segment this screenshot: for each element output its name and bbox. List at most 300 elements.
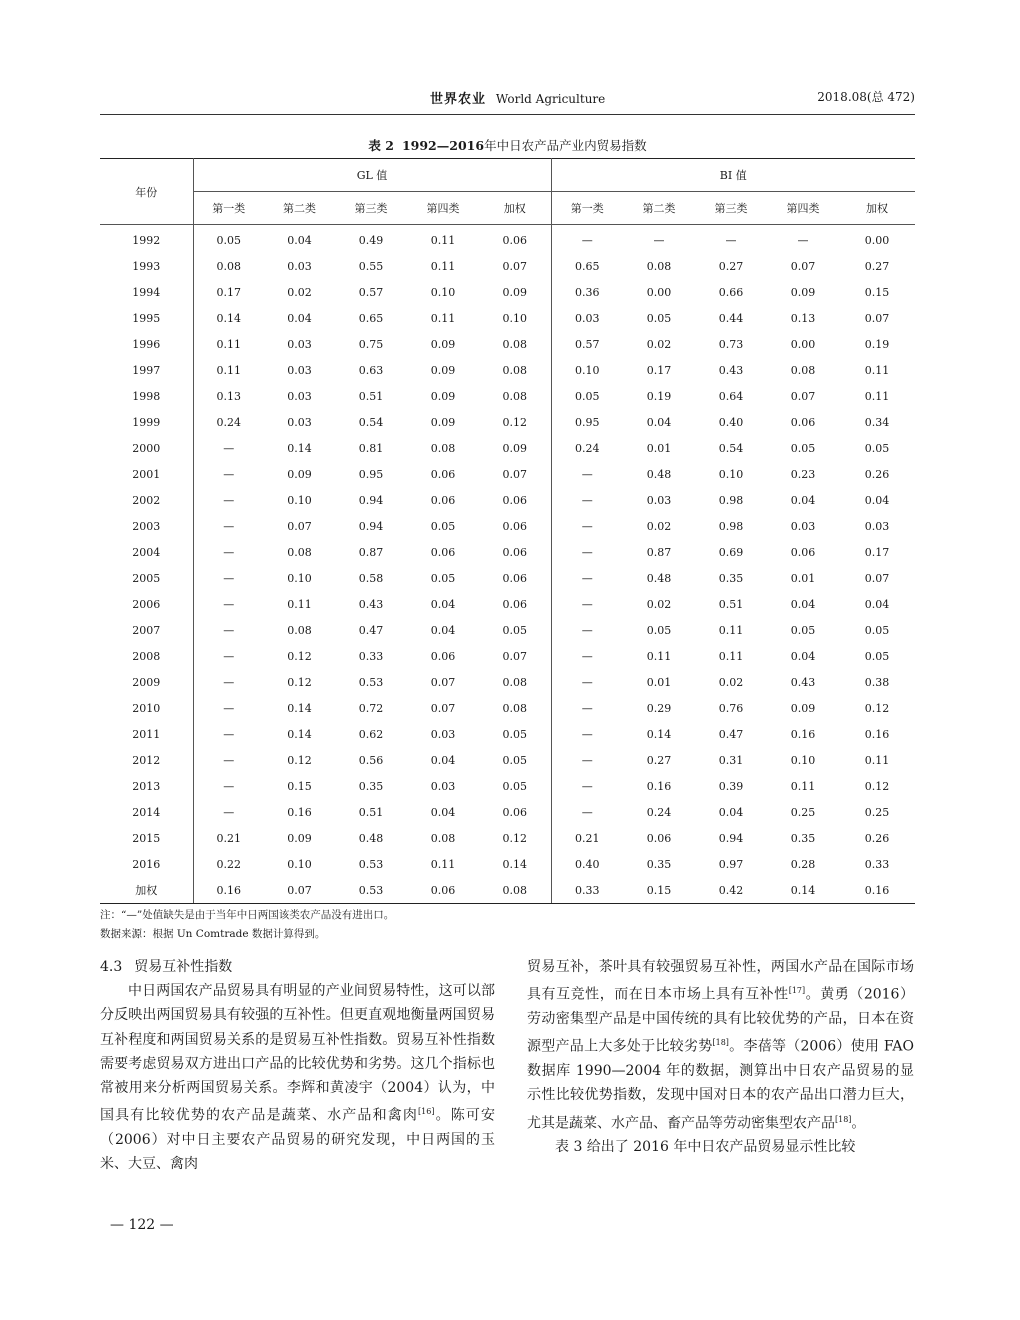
value-cell: 0.43: [790, 675, 816, 689]
value-cell: 0.04: [790, 649, 816, 663]
value-cell: 0.87: [646, 545, 672, 559]
table-row: [100, 669, 915, 695]
value-cell: 0.06: [430, 493, 456, 507]
citation: [18]: [835, 1114, 852, 1124]
value-cell: 0.16: [864, 727, 890, 741]
value-cell: 0.08: [479, 669, 551, 695]
value-cell: —: [223, 805, 235, 819]
value-cell: —: [223, 779, 235, 793]
value-cell: 0.65: [575, 259, 600, 273]
value-cell: 0.35: [646, 857, 672, 871]
value-cell: 0.09: [479, 435, 551, 461]
value-cell: 0.06: [430, 649, 456, 663]
value-cell: —: [581, 649, 593, 663]
year-cell: 1992: [100, 225, 193, 254]
year-cell: 1993: [100, 253, 193, 279]
value-cell: 0.94: [358, 519, 384, 533]
trade-index-table: [100, 158, 915, 904]
year-cell: 2010: [100, 695, 193, 721]
value-cell: 0.05: [479, 721, 551, 747]
value-cell: 0.16: [287, 805, 312, 819]
value-cell: 0.47: [358, 623, 384, 637]
paragraph-text: 贸易互补，茶叶具有较强贸易互补性，两国水产品在国际市场具有互竞性，而在日本市场上具有互补性: [527, 959, 914, 1003]
value-cell: —: [581, 597, 593, 611]
value-cell: 0.09: [287, 831, 312, 845]
value-cell: 0.33: [551, 877, 623, 904]
table-row: [100, 591, 915, 617]
value-cell: 0.08: [790, 363, 816, 377]
value-cell: —: [581, 805, 593, 819]
table-row: [100, 409, 915, 435]
value-cell: 0.04: [718, 805, 744, 819]
paragraph-text: 表 3 给出了 2016 年中日农产品贸易显示性比较: [555, 1139, 856, 1156]
sub-column-header: 第二类: [264, 192, 335, 225]
value-cell: —: [725, 233, 737, 247]
value-cell: 0.12: [287, 675, 312, 689]
value-cell: 0.05: [864, 649, 890, 663]
value-cell: 0.06: [479, 565, 551, 591]
table-row: [100, 513, 915, 539]
value-cell: —: [653, 233, 665, 247]
value-cell: 0.35: [718, 571, 744, 585]
value-cell: 0.05: [646, 623, 672, 637]
year-cell: 2000: [100, 435, 193, 461]
year-cell: 1995: [100, 305, 193, 331]
value-cell: 0.58: [358, 571, 384, 585]
value-cell: —: [223, 467, 235, 481]
value-cell: 0.04: [430, 597, 456, 611]
value-cell: 0.95: [358, 467, 384, 481]
value-cell: 0.02: [646, 519, 672, 533]
value-cell: —: [223, 675, 235, 689]
value-cell: 0.00: [864, 233, 890, 247]
value-cell: 0.12: [479, 825, 551, 851]
value-cell: —: [223, 441, 235, 455]
value-cell: —: [223, 571, 235, 585]
value-cell: 0.03: [864, 519, 890, 533]
value-cell: 0.05: [790, 441, 816, 455]
value-cell: 0.04: [430, 753, 456, 767]
value-cell: 0.28: [790, 857, 816, 871]
value-cell: 0.07: [864, 571, 890, 585]
value-cell: 0.04: [864, 597, 890, 611]
page-number: — 122 —: [110, 1217, 174, 1233]
value-cell: 0.63: [358, 363, 384, 377]
value-cell: —: [223, 701, 235, 715]
value-cell: 0.33: [864, 857, 890, 871]
value-cell: 0.04: [790, 493, 816, 507]
table-row: [100, 357, 915, 383]
value-cell: 0.16: [646, 779, 672, 793]
value-cell: 0.25: [790, 805, 816, 819]
citation: [18]: [712, 1038, 729, 1048]
value-cell: 0.36: [575, 285, 600, 299]
value-cell: 0.07: [287, 519, 312, 533]
year-cell: 1997: [100, 357, 193, 383]
table-row: [100, 487, 915, 513]
value-cell: 0.04: [287, 233, 312, 247]
value-cell: 0.10: [479, 305, 551, 331]
value-cell: 0.05: [430, 519, 456, 533]
value-cell: 0.06: [646, 831, 672, 845]
value-cell: —: [581, 779, 593, 793]
value-cell: 0.97: [718, 857, 744, 871]
value-cell: 0.11: [718, 623, 744, 637]
paragraph-text: 。陈可安（2006）对中日主要农产品贸易的研究发现，中日两国的玉米、大豆、禽肉: [100, 1107, 496, 1173]
year-cell: 2003: [100, 513, 193, 539]
value-cell: 0.35: [358, 779, 384, 793]
year-cell: 2009: [100, 669, 193, 695]
table-note: 注：“—”处值缺失是由于当年中日两国该类农产品没有进出口。: [100, 909, 395, 921]
value-cell: 0.48: [646, 467, 672, 481]
value-cell: 0.43: [358, 597, 384, 611]
value-cell: 0.06: [479, 487, 551, 513]
table-row: [100, 435, 915, 461]
value-cell: 0.17: [216, 285, 241, 299]
value-cell: 0.07: [790, 389, 816, 403]
value-cell: 0.08: [287, 545, 312, 559]
value-cell: 0.26: [864, 467, 890, 481]
value-cell: 0.09: [287, 467, 312, 481]
value-cell: 0.64: [718, 389, 744, 403]
value-cell: 0.03: [430, 727, 456, 741]
value-cell: 0.08: [479, 695, 551, 721]
value-cell: 0.12: [287, 753, 312, 767]
table-row: [100, 851, 915, 877]
year-cell: 2004: [100, 539, 193, 565]
value-cell: 0.94: [718, 831, 744, 845]
value-cell: 0.10: [430, 285, 456, 299]
value-cell: 0.09: [479, 279, 551, 305]
year-cell: 2014: [100, 799, 193, 825]
sub-column-header: 第一类: [551, 192, 623, 225]
sub-column-header: 加权: [839, 192, 915, 225]
value-cell: —: [223, 649, 235, 663]
value-cell: 0.11: [216, 337, 241, 351]
value-cell: —: [581, 727, 593, 741]
table-row: [100, 539, 915, 565]
table-row: [100, 617, 915, 643]
year-cell: 2015: [100, 825, 193, 851]
value-cell: 0.39: [718, 779, 744, 793]
value-cell: 0.07: [864, 311, 890, 325]
year-cell: 2001: [100, 461, 193, 487]
value-cell: 0.00: [790, 337, 816, 351]
value-cell: 0.12: [287, 649, 312, 663]
value-cell: 0.10: [287, 857, 312, 871]
table-title-text: 年中日农产品产业内贸易指数: [484, 138, 647, 153]
value-cell: 0.98: [718, 493, 744, 507]
year-cell: 1999: [100, 409, 193, 435]
table-notes: [100, 906, 394, 944]
section-title: 贸易互补性指数: [134, 959, 233, 975]
value-cell: 0.44: [718, 311, 744, 325]
sub-column-header: 第一类: [193, 192, 264, 225]
value-cell: 0.06: [430, 467, 456, 481]
value-cell: 0.13: [790, 311, 816, 325]
paragraph-text: 中日两国农产品贸易具有明显的产业间贸易特性，这可以部分反映出两国贸易具有较强的互补性。但更直观地衡量两国贸易互补程度和两国贸易关系的是贸易互补性指数。贸易互补性指数需要考虑贸易双方进出口产品的比较优势和劣势。这几个指标也常被用来分析两国贸易关系。李辉和黄凌宇（2004）认为，中国具有比较优势的农产品是蔬菜、水产品和禽肉: [100, 983, 495, 1124]
value-cell: 0.09: [430, 363, 456, 377]
year-cell: 2007: [100, 617, 193, 643]
value-cell: —: [223, 727, 235, 741]
value-cell: 0.22: [216, 857, 241, 871]
value-cell: 0.27: [718, 259, 744, 273]
value-cell: 0.11: [430, 233, 456, 247]
value-cell: 0.01: [790, 571, 816, 585]
value-cell: 0.05: [790, 623, 816, 637]
value-cell: 0.21: [575, 831, 600, 845]
table-row: [100, 331, 915, 357]
journal-brand: [430, 88, 605, 107]
value-cell: 0.25: [864, 805, 890, 819]
sub-column-header: 第四类: [767, 192, 839, 225]
value-cell: 0.08: [479, 877, 551, 904]
value-cell: 0.47: [718, 727, 744, 741]
value-cell: 0.73: [718, 337, 744, 351]
value-cell: 0.35: [790, 831, 816, 845]
table-row: [100, 825, 915, 851]
table-row: [100, 773, 915, 799]
value-cell: —: [223, 493, 235, 507]
value-cell: 0.14: [287, 701, 312, 715]
left-text-column: [100, 955, 495, 1176]
journal-name-en: World Agriculture: [495, 92, 606, 106]
value-cell: 0.57: [575, 337, 600, 351]
value-cell: 0.24: [216, 415, 241, 429]
value-cell: 0.11: [430, 857, 456, 871]
value-cell: 0.03: [287, 415, 312, 429]
value-cell: —: [581, 675, 593, 689]
value-cell: 0.24: [575, 441, 600, 455]
value-cell: 0.57: [358, 285, 384, 299]
value-cell: 0.76: [718, 701, 744, 715]
value-cell: —: [223, 597, 235, 611]
value-cell: 0.09: [430, 415, 456, 429]
value-cell: 0.19: [646, 389, 672, 403]
value-cell: 0.21: [216, 831, 241, 845]
value-cell: 0.03: [287, 337, 312, 351]
value-cell: 0.10: [718, 467, 744, 481]
value-cell: —: [581, 467, 593, 481]
value-cell: 0.06: [479, 513, 551, 539]
running-header: [100, 86, 915, 108]
table-row: [100, 225, 915, 254]
value-cell: 0.10: [287, 571, 312, 585]
table-row: [100, 643, 915, 669]
value-cell: 0.08: [287, 623, 312, 637]
value-cell: 0.26: [864, 831, 890, 845]
value-cell: 0.08: [479, 331, 551, 357]
value-cell: 0.10: [287, 493, 312, 507]
year-cell: 2008: [100, 643, 193, 669]
value-cell: 0.11: [646, 649, 672, 663]
year-cell: 2011: [100, 721, 193, 747]
value-cell: 0.05: [430, 571, 456, 585]
value-cell: 0.12: [864, 779, 890, 793]
year-cell: 1998: [100, 383, 193, 409]
sub-column-header: 第三类: [335, 192, 407, 225]
table-row: [100, 877, 915, 904]
value-cell: 0.08: [646, 259, 672, 273]
value-cell: 0.10: [575, 363, 600, 377]
section-number: 4.3: [100, 959, 123, 975]
value-cell: 0.27: [646, 753, 672, 767]
value-cell: 0.27: [864, 259, 890, 273]
value-cell: 0.01: [646, 441, 672, 455]
value-cell: 0.14: [216, 311, 241, 325]
value-cell: 0.08: [430, 441, 456, 455]
bi-group-header: BI 值: [551, 159, 915, 192]
table-row: [100, 461, 915, 487]
citation: [16]: [418, 1107, 435, 1117]
data-source-note: 数据来源：根据 Un Comtrade 数据计算得到。: [100, 928, 326, 940]
value-cell: 0.06: [479, 225, 551, 254]
value-cell: 0.51: [358, 805, 384, 819]
year-column-header: 年份: [100, 159, 193, 225]
paragraph-text: 。李蓓等（2006）使用 FAO 数据库 1990—2004 年的数据，测算出中日农产品贸易的显示性比较优势指数，发现中国对日本的农产品出口潜力巨大，尤其是蔬菜、水产品、畜产品等劳动密集型农产品: [527, 1038, 915, 1132]
year-cell: 2002: [100, 487, 193, 513]
value-cell: 0.06: [790, 415, 816, 429]
value-cell: 0.11: [430, 259, 456, 273]
value-cell: 0.11: [790, 779, 816, 793]
value-cell: 0.04: [864, 493, 890, 507]
paragraph-text: 。黄勇（2016）劳动密集型产品是中国传统的具有比较优势的产品，日本在资源型产品上大多处于比较劣势: [527, 986, 914, 1055]
value-cell: 0.38: [864, 675, 890, 689]
year-cell: 2013: [100, 773, 193, 799]
value-cell: 0.29: [646, 701, 672, 715]
value-cell: 0.14: [767, 877, 839, 904]
value-cell: 0.07: [479, 643, 551, 669]
table-caption: [100, 136, 915, 154]
value-cell: 0.55: [358, 259, 384, 273]
gl-group-header: GL 值: [193, 159, 551, 192]
value-cell: 0.11: [864, 363, 890, 377]
value-cell: 0.16: [790, 727, 816, 741]
value-cell: 0.13: [216, 389, 241, 403]
value-cell: 0.56: [358, 753, 384, 767]
value-cell: 0.05: [575, 389, 600, 403]
value-cell: 0.06: [430, 545, 456, 559]
value-cell: 0.14: [287, 727, 312, 741]
value-cell: 0.94: [358, 493, 384, 507]
value-cell: 0.54: [718, 441, 744, 455]
value-cell: 0.04: [430, 623, 456, 637]
year-cell: 1994: [100, 279, 193, 305]
value-cell: 0.62: [358, 727, 384, 741]
sub-column-header: 第三类: [695, 192, 767, 225]
value-cell: 0.08: [430, 831, 456, 845]
value-cell: 0.02: [718, 675, 744, 689]
paragraph: [527, 1135, 914, 1159]
value-cell: —: [223, 623, 235, 637]
value-cell: 0.00: [646, 285, 672, 299]
table-row: [100, 695, 915, 721]
table-row: [100, 383, 915, 409]
value-cell: —: [581, 233, 593, 247]
value-cell: 0.33: [358, 649, 384, 663]
value-cell: 0.15: [864, 285, 890, 299]
value-cell: 0.40: [718, 415, 744, 429]
value-cell: 0.03: [287, 363, 312, 377]
value-cell: 0.03: [430, 779, 456, 793]
value-cell: —: [581, 493, 593, 507]
value-cell: 0.43: [718, 363, 744, 377]
value-cell: 0.10: [790, 753, 816, 767]
value-cell: 0.48: [358, 831, 384, 845]
value-cell: 0.09: [790, 701, 816, 715]
value-cell: 0.03: [575, 311, 600, 325]
value-cell: 0.04: [646, 415, 672, 429]
header-divider: [100, 114, 915, 115]
table-number: 表 2: [368, 138, 394, 153]
value-cell: 0.11: [864, 389, 890, 403]
value-cell: 0.03: [790, 519, 816, 533]
value-cell: 0.08: [479, 383, 551, 409]
value-cell: 0.31: [718, 753, 744, 767]
value-cell: 0.17: [864, 545, 890, 559]
value-cell: 0.02: [287, 285, 312, 299]
value-cell: 0.11: [216, 363, 241, 377]
value-cell: 0.23: [790, 467, 816, 481]
sub-column-header: 第二类: [623, 192, 695, 225]
value-cell: 0.54: [358, 415, 384, 429]
value-cell: 0.51: [718, 597, 744, 611]
value-cell: 0.15: [287, 779, 312, 793]
table-year-range: 1992—2016: [401, 138, 485, 153]
value-cell: 0.17: [646, 363, 672, 377]
value-cell: 0.14: [287, 441, 312, 455]
value-cell: 0.40: [575, 857, 600, 871]
value-cell: —: [581, 623, 593, 637]
right-text-column: [527, 955, 914, 1160]
value-cell: 0.06: [407, 877, 479, 904]
year-cell: 2016: [100, 851, 193, 877]
value-cell: 0.07: [479, 461, 551, 487]
value-cell: 0.05: [864, 623, 890, 637]
year-cell: 2006: [100, 591, 193, 617]
value-cell: —: [581, 753, 593, 767]
value-cell: 0.12: [479, 409, 551, 435]
value-cell: 0.04: [430, 805, 456, 819]
value-cell: 0.14: [479, 851, 551, 877]
sub-column-header: 第四类: [407, 192, 479, 225]
table-row: [100, 305, 915, 331]
value-cell: 0.03: [287, 389, 312, 403]
value-cell: 0.49: [358, 233, 384, 247]
value-cell: —: [581, 519, 593, 533]
value-cell: 0.53: [358, 857, 384, 871]
sub-column-header: 加权: [479, 192, 551, 225]
value-cell: 0.07: [790, 259, 816, 273]
paragraph-text: 。: [851, 1115, 866, 1132]
value-cell: 0.95: [575, 415, 600, 429]
value-cell: 0.04: [790, 597, 816, 611]
value-cell: 0.07: [479, 253, 551, 279]
value-cell: 0.11: [718, 649, 744, 663]
value-cell: 0.15: [623, 877, 695, 904]
value-cell: 0.11: [287, 597, 312, 611]
value-cell: 0.11: [864, 753, 890, 767]
paragraph: [527, 955, 914, 1135]
value-cell: 0.06: [479, 539, 551, 565]
value-cell: 0.09: [430, 337, 456, 351]
value-cell: 0.48: [646, 571, 672, 585]
section-heading: [100, 955, 495, 979]
value-cell: 0.06: [790, 545, 816, 559]
table-row: [100, 253, 915, 279]
value-cell: —: [223, 519, 235, 533]
value-cell: 0.19: [864, 337, 890, 351]
